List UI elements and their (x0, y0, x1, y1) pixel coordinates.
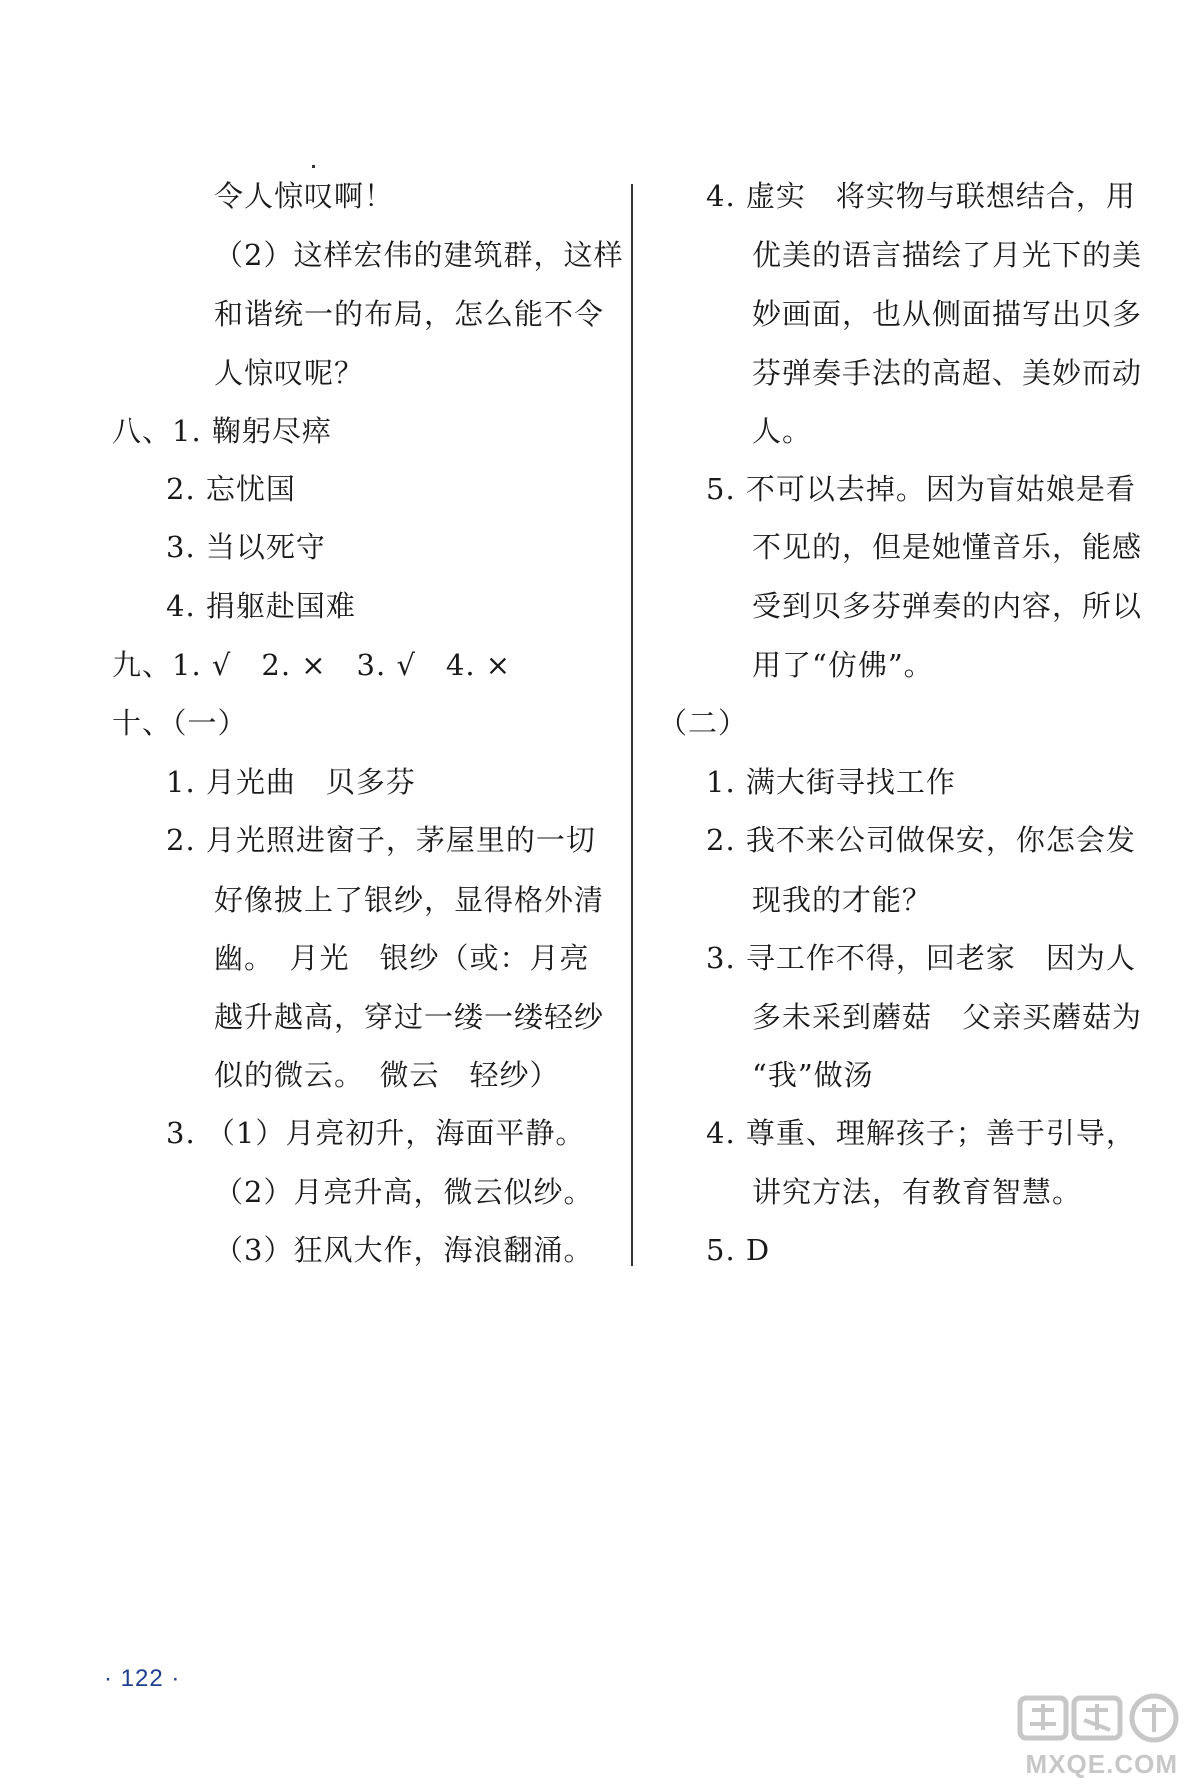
answer-line: 芬弹奏手法的高超、美妙而动 (752, 356, 1143, 390)
answer-line: “我”做汤 (752, 1058, 874, 1092)
answer-line: 4. 虚实 将实物与联想结合，用 (706, 179, 1136, 213)
section-heading: 九、1. √ 2. × 3. √ 4. × (112, 648, 512, 682)
answer-line: 3. 当以死守 (166, 530, 326, 564)
page-number: · 122 · (104, 1665, 181, 1692)
answer-line: 1. 满大街寻找工作 (706, 765, 956, 799)
section-heading: 八、1. 鞠躬尽瘁 (112, 414, 332, 448)
answer-line: 5. D (706, 1233, 771, 1267)
answer-line: 4. 捐躯赴国难 (166, 589, 356, 623)
answer-line: （3）狂风大作，海浪翻涌。 (214, 1233, 594, 1267)
answer-line: 幽。 月光 银纱（或：月亮 (214, 941, 590, 975)
section-heading: 十、（一） (112, 706, 248, 740)
answer-line: 人惊叹呢？ (214, 356, 365, 390)
answer-line: 用了“仿佛”。 (752, 648, 934, 682)
answer-line: 和谐统一的布局，怎么能不令 (214, 297, 605, 331)
answer-line: 受到贝多芬弹奏的内容，所以 (752, 589, 1143, 623)
answer-line: 优美的语言描绘了月光下的美 (752, 238, 1143, 272)
watermark-logo (992, 1690, 1192, 1786)
topdot (312, 165, 315, 168)
answer-line: 3. （1）月亮初升，海面平静。 (166, 1116, 586, 1150)
answer-line: 妙画面，也从侧面描写出贝多 (752, 297, 1143, 331)
answer-line: 好像披上了银纱，显得格外清 (214, 883, 605, 917)
answer-line: 越升越高，穿过一缕一缕轻纱 (214, 1000, 605, 1034)
answer-line: 人。 (752, 414, 813, 448)
answer-line: （2）这样宏伟的建筑群，这样 (214, 238, 624, 272)
answer-line: 1. 月光曲 贝多芬 (166, 765, 416, 799)
section-heading: （二） (658, 706, 749, 740)
answer-line: 2. 月光照进窗子，茅屋里的一切 (166, 823, 596, 857)
answer-line: 令人惊叹啊！ (214, 179, 395, 213)
answer-line: 讲究方法，有教育智慧。 (752, 1175, 1083, 1209)
answer-line: 2. 我不来公司做保安，你怎会发 (706, 823, 1136, 857)
answer-line: （2）月亮升高，微云似纱。 (214, 1175, 594, 1209)
answer-line: 3. 寻工作不得，回老家 因为人 (706, 941, 1136, 975)
answer-line: 4. 尊重、理解孩子；善于引导， (706, 1116, 1136, 1150)
answer-line: 不见的，但是她懂音乐，能感 (752, 530, 1143, 564)
column-divider (631, 184, 633, 1266)
answer-line: 2. 忘忧国 (166, 472, 296, 506)
answer-line: 多未采到蘑菇 父亲买蘑菇为 (752, 1000, 1143, 1034)
answer-line: 现我的才能？ (752, 883, 933, 917)
watermark-text: MXQE.COM (1025, 1749, 1178, 1779)
answer-line: 似的微云。 微云 轻纱） (214, 1058, 560, 1092)
answer-line: 5. 不可以去掉。因为盲姑娘是看 (706, 472, 1136, 506)
